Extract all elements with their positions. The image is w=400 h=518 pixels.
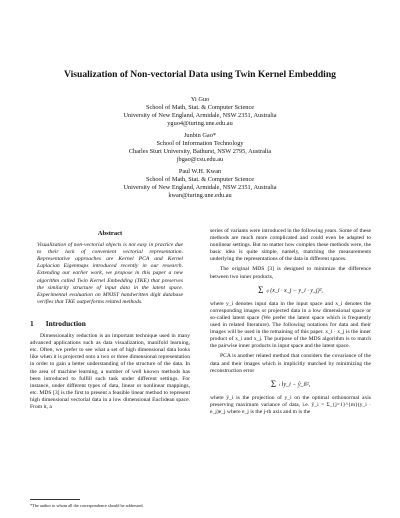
author-affiliation: School of Information Technology — [156, 140, 244, 148]
abstract-text: Visualization of non-vectorial objects is not easy in practice due to their lack of convenient vectorial representation. Representative approaches are Kernel PCA and Kernel Laplacian Eigenmaps introduced recently in our research. Extending our earlier work, we propose in this paper a new algorithm called Twin Kernel Embedding (TKE) that preserves the similarity structure of input data in the latent space. Experimental evaluation on MNIST handwritten digit database verifies that TKE outperforms related methods. — [37, 242, 183, 305]
body-paragraph-4: PCA is another related method that considers the covariance of the data and their images which is implicitly matched by minimizing the reconstruction error — [210, 353, 371, 374]
sum-index: i — [279, 381, 281, 387]
author-address: University of New England, Armidale, NSW 2351, Australia — [123, 184, 277, 192]
footnote-rule — [30, 499, 80, 500]
section-number: 1 — [30, 318, 34, 328]
paper-title: Visualization of Non-vectorial Data using Twin Kernel Embedding — [64, 69, 336, 80]
body-paragraph-1: series of variants were introduced in the following years. Some of these methods are much more complicated and could even be adapted to nonlinear settings. But no matter how complex these methods were, the basic idea is quite simple, namely, matching the measurements underlying the representations of the data in different spaces. — [210, 228, 371, 263]
author-address: Charles Sturt University, Bathurst, NSW 2795, Australia — [128, 148, 272, 156]
author-3 — [0, 168, 400, 200]
section-title: Introduction — [45, 318, 86, 328]
abstract-heading: Abstract — [97, 230, 123, 237]
footnote: *The author to whom all the correspondence should be addressed. — [30, 503, 144, 508]
equation-pca — [210, 378, 371, 389]
intro-paragraph: Dimensionality reduction is an important technique used in many advanced applications such as data visualization, manifold learning, etc. Often, we prefer to see what a set of high dimensional data looks like when it is projected onto a two or three dimensional representation in order to gain a better understanding of the structure of the data. In the area of machine learning, a number of well known methods has been introduced to fulfill such task under different settings. For instance, under different types of data, linear or nonlinear mappings, etc. MDS [3] is the first to present a feasible linear method to represent high dimensional vectorial data in a low dimensional Euclidean space. From it, a — [30, 333, 190, 410]
sum-symbol: Σ — [258, 284, 264, 295]
author-name: Paul W.H. Kwan — [178, 167, 222, 175]
author-affiliation: School of Math, Stat. & Computer Science — [145, 104, 255, 112]
author-2 — [0, 132, 400, 164]
equation-body: (x_i · x_j − y_i · y_j)², — [270, 287, 323, 294]
author-email: yguo4@turing.une.edu.au — [167, 120, 233, 128]
body-paragraph-5: where ŷ_i is the projection of y_i on the optimal orthonormal axis preserving maximum variance of data, i.e. ŷ_i = Σ_{j=1}^{m}(y_i · e_j)e_j where e_j is the j-th axis and m is the — [210, 394, 371, 415]
author-affiliation: School of Math, Stat. & Computer Science — [145, 176, 255, 184]
sum-symbol: Σ — [270, 378, 277, 389]
author-address: University of New England, Armidale, NSW 2351, Australia — [123, 112, 277, 120]
author-name: Junbin Gao* — [183, 131, 216, 139]
author-block — [0, 96, 400, 204]
section-heading-introduction — [30, 320, 190, 327]
equation-body: ‖y_i − ŷ_i‖², — [281, 381, 311, 388]
author-email: jbgao@csu.edu.au — [176, 156, 224, 164]
body-paragraph-2: The original MDS [3] is designed to minimize the difference between two inner products, — [210, 266, 371, 280]
left-column — [30, 230, 190, 414]
body-paragraph-3: where y_i denotes input data in the input space and x_i denotes the corresponding images or projected data in a low dimensional space or so-called latent space (We prefer the latent space which is frequently used in related literature). The following notations for data and their images will be used in the remaining of this paper. x_i · x_j is the inner product of x_i and x_j. The purpose of the MDS algorithm is to match the pairwise inner products in input space and the latent space. — [210, 300, 371, 350]
equation-mds — [210, 284, 371, 295]
author-1 — [0, 96, 400, 128]
author-name: Yi Guo — [190, 96, 210, 103]
sum-index: ij — [266, 287, 269, 293]
right-column — [210, 228, 371, 419]
author-email: kwan@turing.une.edu.au — [168, 192, 232, 200]
